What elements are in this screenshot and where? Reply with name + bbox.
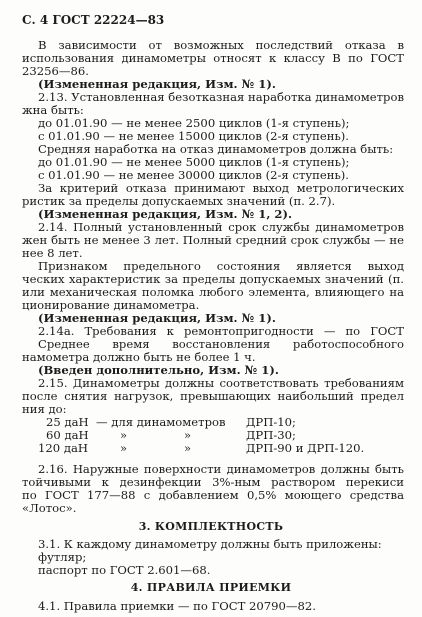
model-value: ДРП-10; [246,415,296,429]
section-title: 3. КОМПЛЕКТНОСТЬ [138,520,284,533]
page-header: С. 4 ГОСТ 22224—83 [22,13,165,27]
text-line: 3.1. К каждому динамометру должны быть приложены: [38,537,382,551]
text-line: ческих характеристик за пределы допускаемых значений (п. [22,273,404,286]
text-line: до 01.01.90 — не менее 2500 циклов (1-я ступень); [38,116,350,130]
text-line: Среднее время восстановления работоспособного [38,338,404,351]
text-line: или механическая поломка любого элемента, влияющего на [22,286,404,299]
model-value: ДРП-90 и ДРП-120. [246,441,365,455]
text-line: «Лотос». [22,501,77,515]
load-value: 120 даН [38,441,88,455]
text-line: В зависимости от возможных последствий отказа в [38,39,404,52]
text-line: 2.14. Полный установленный срок службы динамометров [38,221,404,234]
text-line: с 01.01.90 — не менее 15000 циклов (2-я ступень). [38,129,349,143]
text-line: 4.1. Правила приемки — по ГОСТ 20790—82. [38,599,316,613]
load-value: 25 даН [46,415,89,429]
text-line: 2.14а. Требования к ремонтопригодности — по ГОСТ [38,325,404,338]
ditto-mark: » [120,441,128,455]
text-line: тойчивыми к дезинфекции 3%-ным раствором перекиси [22,476,404,489]
ditto-mark: » [120,428,128,442]
text-line: 2.13. Установленная безотказная наработка динамометров [38,91,404,104]
text-line: после снятия нагрузок, превышающих наибольший предел [22,390,404,403]
text-line: намометра должно быть не более 1 ч. [22,350,256,364]
ditto-mark: » [184,441,192,455]
text-line: нее 8 лет. [22,246,83,260]
text-line: ристик за пределы допускаемых значений (п. 2.7). [22,194,336,208]
text-line: Признаком предельного состояния является выход [38,260,404,273]
text-line: 2.16. Наружные поверхности динамометров должны быть [38,463,404,476]
load-value: 60 даН [46,428,89,442]
text-line: с 01.01.90 — не менее 30000 циклов (2-я ступень). [38,168,349,182]
amendment-note: (Измененная редакция, Изм. № 1, 2). [38,207,292,221]
ditto-mark: » [184,428,192,442]
text-line: За критерий отказа принимают выход метрологических [38,182,404,195]
text-line: 2.15. Динамометры должны соответствовать требованиям [38,377,404,390]
for-label: — для динамометров [96,415,226,429]
text-line: использования динамометры относят к классу В по ГОСТ [22,52,404,65]
text-line: футляр; [38,550,87,564]
text-line: Средняя наработка на отказ динамометров должна быть: [38,142,394,156]
text-line: 23256—86. [22,64,89,78]
amendment-note: (Введен дополнительно, Изм. № 1). [38,363,279,377]
text-line: жен быть не менее 3 лет. Полный средний срок службы — не [22,234,404,247]
section-title: 4. ПРАВИЛА ПРИЕМКИ [130,581,292,594]
text-line: ционирование динамометра. [22,298,200,312]
text-line: жна быть: [22,103,84,117]
text-line: паспорт по ГОСТ 2.601—68. [38,563,211,577]
amendment-note: (Измененная редакция, Изм. № 1). [38,77,276,91]
text-line: до 01.01.90 — не менее 5000 циклов (1-я ступень); [38,155,350,169]
model-value: ДРП-30; [246,428,296,442]
text-line: по ГОСТ 177—88 с добавлением 0,5% моющего средства [22,489,404,502]
amendment-note: (Измененная редакция, Изм. № 1). [38,311,276,325]
text-line: ния до: [22,402,67,416]
